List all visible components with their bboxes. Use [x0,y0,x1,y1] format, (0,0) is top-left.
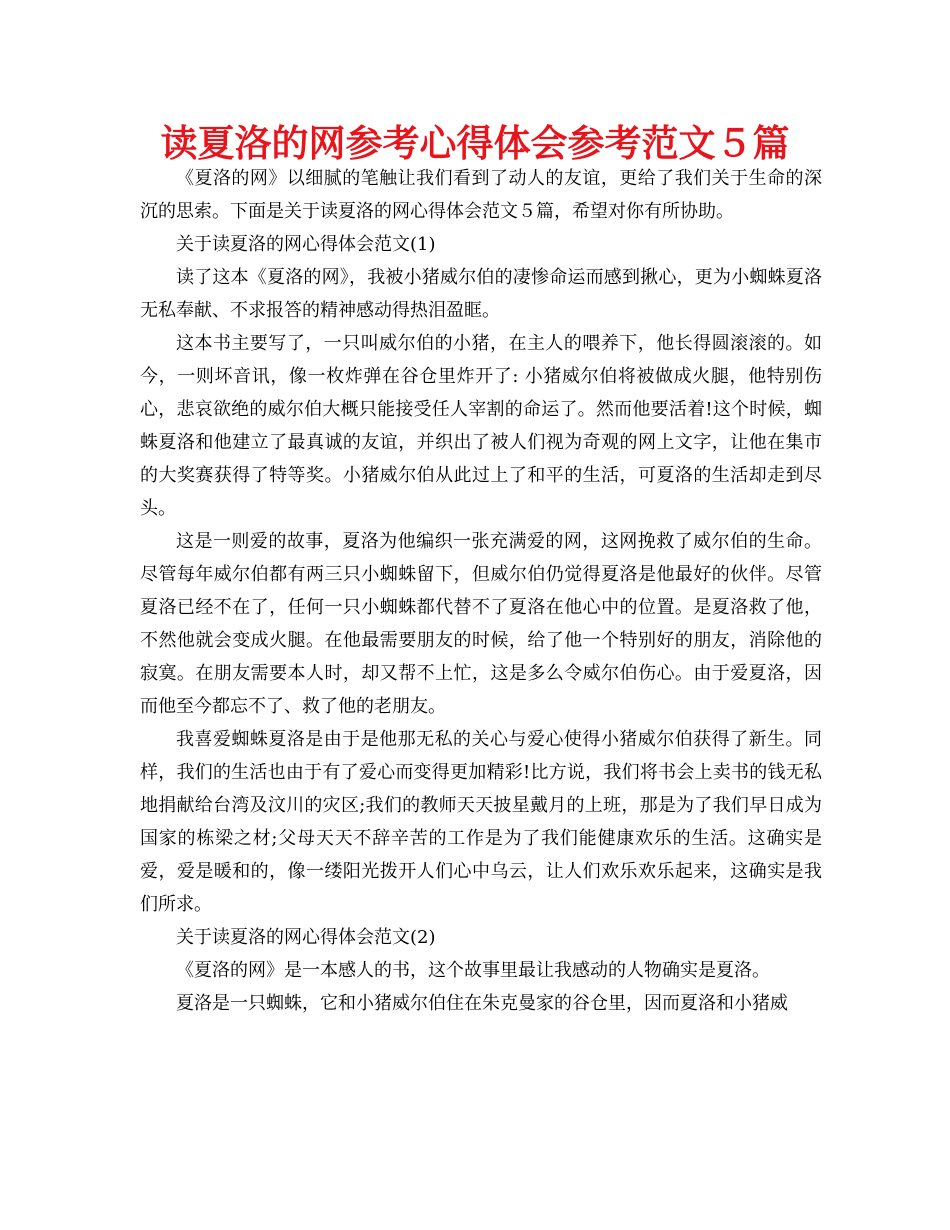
section-heading-2: 关于读夏洛的网心得体会范文(2) [176,927,436,948]
body-paragraph: 读了这本《夏洛的网》，我被小猪威尔伯的凄惨命运而感到揪心，更为小蜘蛛夏洛无私奉献、不求报答的精神感动得热泪盈眶。 [140,267,822,321]
body-paragraph: 我喜爱蜘蛛夏洛是由于是他那无私的关心与爱心使得小猪威尔伯获得了新生。同样，我们的生活也由于有了爱心而变得更加精彩!比方说，我们将书会上卖书的钱无私地捐献给台湾及汶川的灾区;我们的教师天天披星戴月的上班，那是为了我们早日成为国家的栋梁之材;父母天天不辞辛苦的工作是为了我们能健康欢乐的生活。这确实是爱，爱是暖和的，像一缕阳光拨开人们心中乌云，让人们欢乐欢乐起来，这确实是我们所求。 [140,729,822,915]
intro-paragraph: 《夏洛的网》以细腻的笔触让我们看到了动人的友谊，更给了我们关于生命的深沉的思索。下面是关于读夏洛的网心得体会范文５篇，希望对你有所协助。 [140,168,822,222]
body-paragraph: 《夏洛的网》是一本感人的书，这个故事里最让我感动的人物确实是夏洛。 [176,960,770,981]
document-title: 读夏洛的网参考心得体会参考范文５篇 [160,122,790,165]
body-paragraph: 这是一则爱的故事，夏洛为他编织一张充满爱的网，这网挽救了威尔伯的生命。尽管每年威尔伯都有两三只小蜘蛛留下，但威尔伯仍觉得夏洛是他最好的伙伴。尽管夏洛已经不在了，任何一只小蜘蛛都代替不了夏洛在他心中的位置。是夏洛救了他，不然他就会变成火腿。在他最需要朋友的时候，给了他一个特别好的朋友，消除他的寂寞。在朋友需要本人时，却又帮不上忙，这是多么令威尔伯伤心。由于爱夏洛，因而他至今都忘不了、救了他的老朋友。 [140,531,822,717]
body-paragraph: 夏洛是一只蜘蛛，它和小猪威尔伯住在朱克曼家的谷仓里，因而夏洛和小猪威 [176,993,788,1014]
document-body [140,162,822,1020]
section-heading-1: 关于读夏洛的网心得体会范文(1) [176,234,436,255]
body-paragraph: 这本书主要写了，一只叫威尔伯的小猪，在主人的喂养下，他长得圆滚滚的。如今，一则坏音讯，像一枚炸弹在谷仓里炸开了: 小猪威尔伯将被做成火腿，他特别伤心，悲哀欲绝的威尔伯大概只能接受任人宰割的命运了。然而他要活着!这个时候，蜘蛛夏洛和他建立了最真诚的友谊，并织出了被人们视为奇观的网上文字，让他在集市的大奖赛获得了特等奖。小猪威尔伯从此过上了和平的生活，可夏洛的生活却走到尽头。 [140,333,822,519]
